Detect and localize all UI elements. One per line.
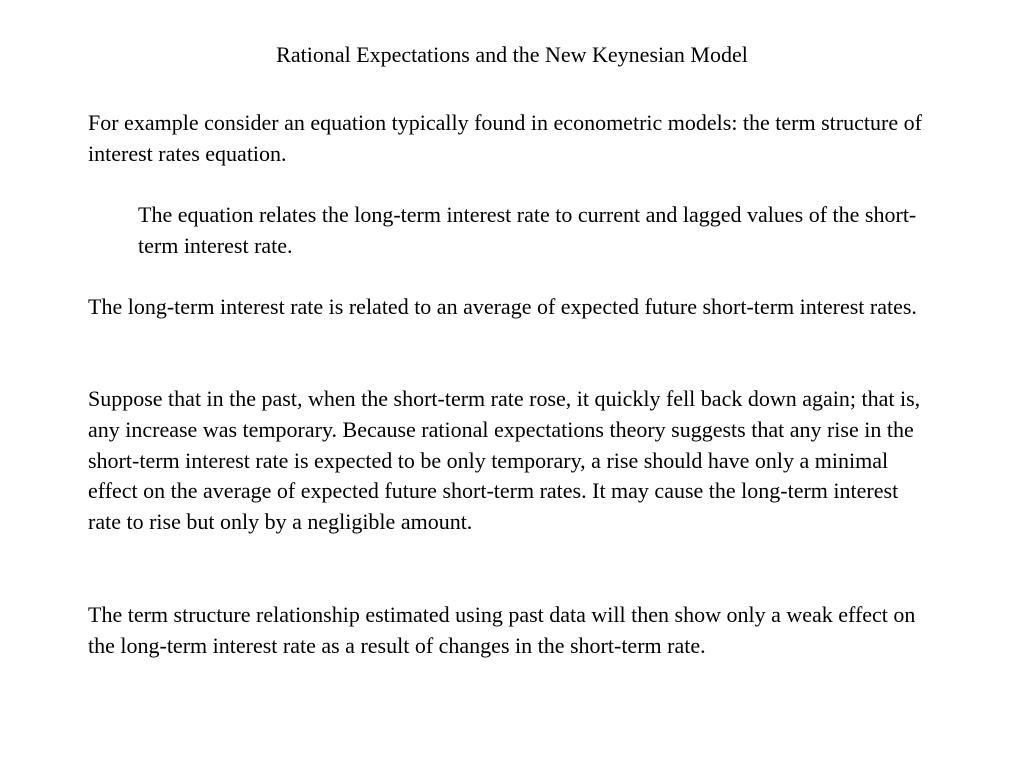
paragraph-intro: For example consider an equation typically found in econometric models: the term structure of interest rates equation. — [88, 110, 922, 166]
paragraph-long-term-rate: The long-term interest rate is related to an average of expected future short-term interest rates. — [88, 294, 917, 319]
paragraph-conclusion: The term structure relationship estimated using past data will then show only a weak effect on the long-term interest rate as a result of changes in the short-term rate. — [88, 602, 916, 658]
slide-title: Rational Expectations and the New Keynesian Model — [276, 42, 748, 67]
paragraph-indented-explanation: The equation relates the long-term interest rate to current and lagged values of the short-term interest rate. — [138, 202, 917, 258]
paragraph-rational-expectations: Suppose that in the past, when the short-term rate rose, it quickly fell back down again; that is, any increase was temporary. Because rational expectations theory suggests that any rise in the short-term interest rate is expected to be only temporary, a rise should have only a minimal effect on the average of expected future short-term rates. It may cause the long-term interest rate to rise but only by a negligible amount. — [88, 386, 921, 535]
